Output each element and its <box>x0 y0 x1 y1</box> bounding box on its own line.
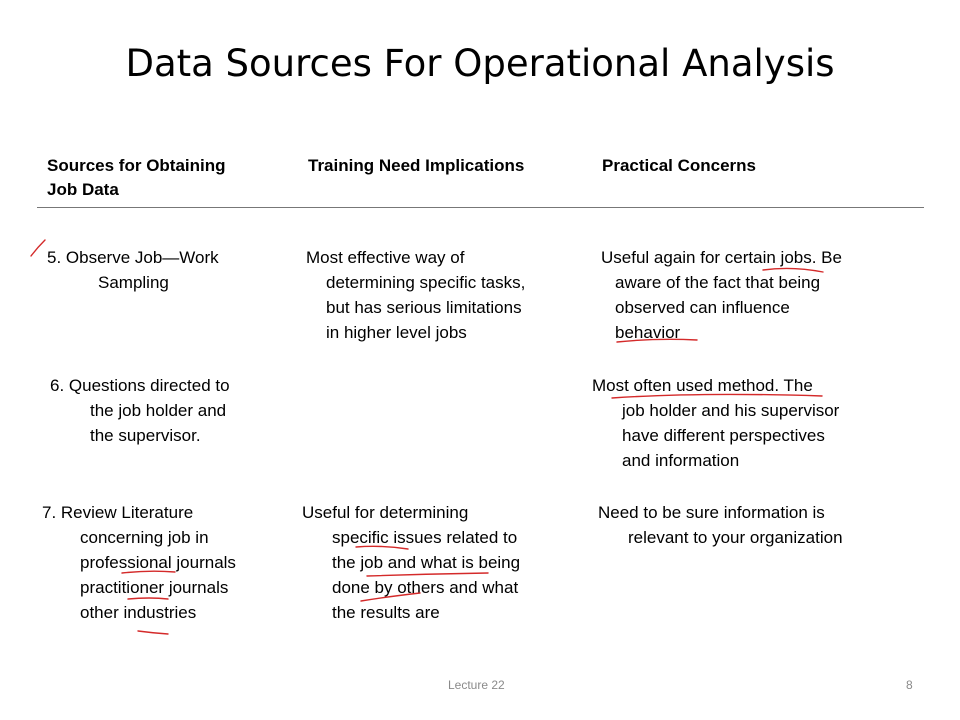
row-6-source <box>50 373 230 448</box>
row-7-concerns-line: Need to be sure information is <box>598 503 825 522</box>
row-5-concerns <box>601 245 842 345</box>
row-5-implications <box>306 245 525 345</box>
ink-underline-industries <box>138 631 168 634</box>
row-5-concerns-line: Useful again for certain jobs. Be <box>601 248 842 267</box>
row-5-concerns-line: observed can influence <box>615 298 790 317</box>
ink-check-mark <box>31 240 45 256</box>
row-6-source-line: the supervisor. <box>90 426 201 445</box>
row-7-source-line: 7. Review Literature <box>42 503 194 522</box>
row-6-source-line: 6. Questions directed to <box>50 376 230 395</box>
header-sources-line2: Job Data <box>47 180 119 199</box>
row-7-implications <box>302 500 520 625</box>
row-5-implications-line: Most effective way of <box>306 248 465 267</box>
header-sources <box>47 154 226 202</box>
header-divider <box>37 207 924 208</box>
row-5-implications-line: in higher level jobs <box>326 323 467 342</box>
row-7-concerns <box>598 500 843 550</box>
row-5-source-line: Sampling <box>98 273 169 292</box>
row-7-source-line: professional journals <box>80 553 236 572</box>
row-7-concerns-line: relevant to your organization <box>628 528 843 547</box>
row-7-implications-line: specific issues related to <box>332 528 518 547</box>
row-6-concerns-line: have different perspectives <box>622 426 825 445</box>
row-7-implications-line: Useful for determining <box>302 503 469 522</box>
header-concerns: Practical Concerns <box>602 156 757 175</box>
row-7-source-line: concerning job in <box>80 528 209 547</box>
row-7-source-line: other industries <box>80 603 197 622</box>
row-7-source-line: practitioner journals <box>80 578 229 597</box>
row-5-concerns-line: behavior <box>615 323 681 342</box>
row-7-source <box>42 500 236 625</box>
row-5-source <box>47 245 219 295</box>
row-6-concerns <box>592 373 839 473</box>
header-sources-line1: Sources for Obtaining <box>47 156 226 175</box>
row-7-implications-line: the results are <box>332 603 440 622</box>
row-5-source-line: 5. Observe Job—Work <box>47 248 219 267</box>
row-5-implications-line: determining specific tasks, <box>326 273 526 292</box>
footer-lecture: Lecture 22 <box>448 678 505 692</box>
row-6-concerns-line: job holder and his supervisor <box>622 401 840 420</box>
header-implications: Training Need Implications <box>308 156 525 175</box>
row-6-source-line: the job holder and <box>90 401 227 420</box>
row-7-implications-line: done by others and what <box>332 578 519 597</box>
row-7-implications-line: the job and what is being <box>332 553 521 572</box>
row-5-implications-line: but has serious limitations <box>326 298 522 317</box>
row-6-concerns-line: and information <box>622 451 740 470</box>
row-6-concerns-line: Most often used method. The <box>592 376 813 395</box>
row-5-concerns-line: aware of the fact that being <box>615 273 821 292</box>
page-number: 8 <box>906 678 913 692</box>
slide-title: Data Sources For Operational Analysis <box>125 42 835 85</box>
